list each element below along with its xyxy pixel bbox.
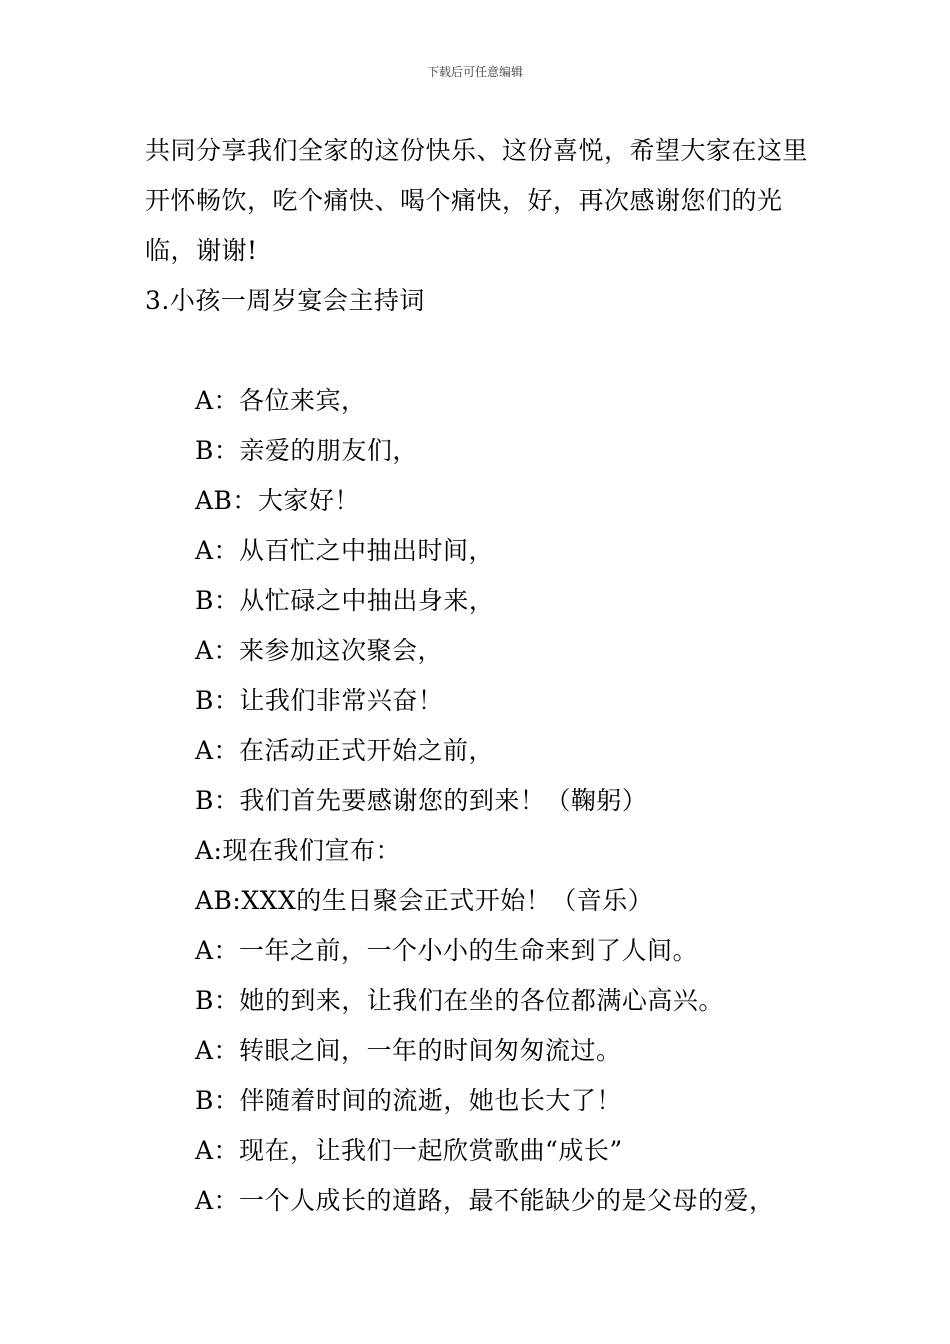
- dialogue-line: A：现在，让我们一起欣赏歌曲“成长”: [195, 1136, 623, 1165]
- dialogue-line: B：从忙碌之中抽出身来，: [195, 586, 495, 615]
- dialogue-line: A:现在我们宣布：: [195, 836, 401, 865]
- dialogue-line: B：亲爱的朋友们，: [195, 436, 418, 465]
- blank-line: [145, 326, 815, 376]
- dialogue-line: A：各位来宾，: [195, 386, 367, 415]
- dialogue-line: A：在活动正式开始之前，: [195, 736, 495, 765]
- page-header: 下载后可任意编辑: [426, 65, 523, 79]
- intro-paragraph: 共同分享我们全家的这份快乐、这份喜悦，希望大家在这里开怀畅饮，吃个痛快、喝个痛快，好，再次感谢您们的光临，谢谢!: [145, 136, 809, 265]
- dialogue-line: B：我们首先要感谢您的到来！（鞠躬）: [195, 786, 648, 815]
- document-body: [145, 126, 815, 1226]
- dialogue-line: B：伴随着时间的流逝，她也长大了！: [195, 1086, 622, 1115]
- dialogue-line: A：从百忙之中抽出时间，: [195, 536, 495, 565]
- dialogue-list: [145, 376, 815, 1226]
- dialogue-line: A：一个人成长的道路，最不能缺少的是父母的爱，: [195, 1186, 775, 1215]
- section-heading: 3.小孩一周岁宴会主持词: [145, 286, 425, 315]
- dialogue-line: AB：大家好！: [195, 486, 360, 515]
- dialogue-line: A：转眼之间，一年的时间匆匆流过。: [195, 1036, 622, 1065]
- dialogue-line: B：让我们非常兴奋！: [195, 686, 444, 715]
- dialogue-line: A：来参加这次聚会，: [195, 636, 444, 665]
- dialogue-line: AB:XXX的生日聚会正式开始！（音乐）: [195, 886, 654, 915]
- dialogue-line: B：她的到来，让我们在坐的各位都满心高兴。: [195, 986, 724, 1015]
- dialogue-line: A：一年之前，一个小小的生命来到了人间。: [195, 936, 699, 965]
